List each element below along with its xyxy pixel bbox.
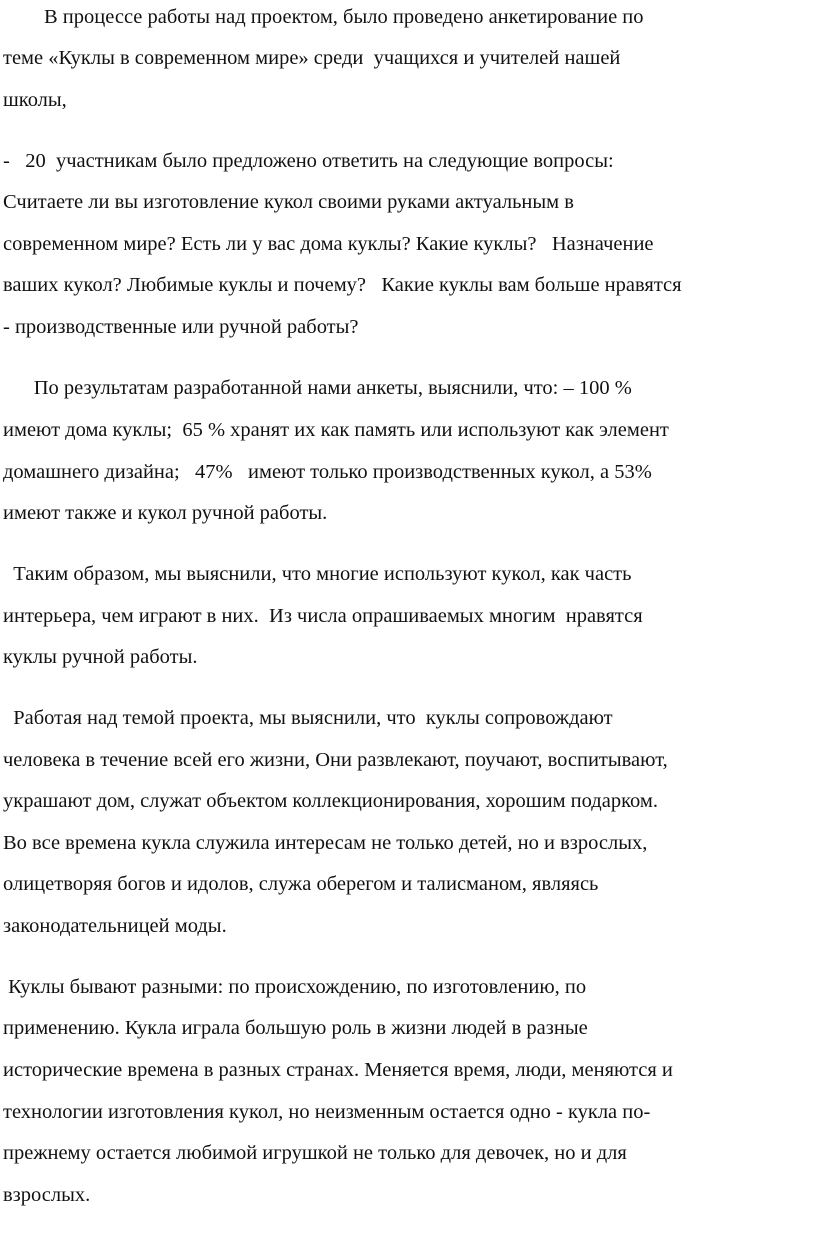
- text-line: куклы ручной работы.: [3, 646, 198, 668]
- text-line: Таким образом, мы выяснили, что многие используют кукол, как часть: [3, 563, 632, 585]
- text-line: прежнему остается любимой игрушкой не только для девочек, но и для: [3, 1142, 627, 1164]
- text-line: Работая над темой проекта, мы выяснили, что куклы сопровождают: [3, 707, 613, 729]
- text-line: Во все времена кукла служила интересам не только детей, но и взрослых,: [3, 832, 648, 854]
- text-line: - производственные или ручной работы?: [3, 316, 359, 338]
- text-line: В процессе работы над проектом, было проведено анкетирование по: [3, 6, 644, 28]
- text-line: законодательницей моды.: [3, 915, 227, 937]
- text-line: имеют также и кукол ручной работы.: [3, 502, 328, 524]
- text-line: имеют дома куклы; 65 % хранят их как память или используют как элемент: [3, 419, 669, 441]
- text-line: ваших кукол? Любимые куклы и почему? Какие куклы вам больше нравятся: [3, 274, 682, 296]
- text-line: человека в течение всей его жизни, Они развлекают, поучают, воспитывают,: [3, 749, 668, 771]
- text-line: домашнего дизайна; 47% имеют только производственных кукол, а 53%: [3, 461, 652, 483]
- text-line: интерьера, чем играют в них. Из числа опрашиваемых многим нравятся: [3, 605, 643, 627]
- text-line: школы,: [3, 89, 67, 111]
- text-line: По результатам разработанной нами анкеты, выяснили, что: – 100 %: [3, 377, 632, 399]
- text-line: Считаете ли вы изготовление кукол своими руками актуальным в: [3, 191, 574, 213]
- text-line: олицетворяя богов и идолов, служа оберегом и талисманом, являясь: [3, 873, 599, 895]
- text-line: исторические времена в разных странах. Меняется время, люди, меняются и: [3, 1059, 673, 1081]
- text-line: современном мире? Есть ли у вас дома куклы? Какие куклы? Назначение: [3, 233, 654, 255]
- text-line: украшают дом, служат объектом коллекционирования, хорошим подарком.: [3, 790, 658, 812]
- text-line: взрослых.: [3, 1184, 91, 1206]
- text-line: теме «Куклы в современном мире» среди учащихся и учителей нашей: [3, 47, 621, 69]
- text-line: применению. Кукла играла большую роль в жизни людей в разные: [3, 1017, 588, 1039]
- text-line: - 20 участникам было предложено ответить на следующие вопросы:: [3, 150, 614, 172]
- text-line: технологии изготовления кукол, но неизменным остается одно - кукла по-: [3, 1101, 651, 1123]
- text-line: Куклы бывают разными: по происхождению, по изготовлению, по: [3, 976, 587, 998]
